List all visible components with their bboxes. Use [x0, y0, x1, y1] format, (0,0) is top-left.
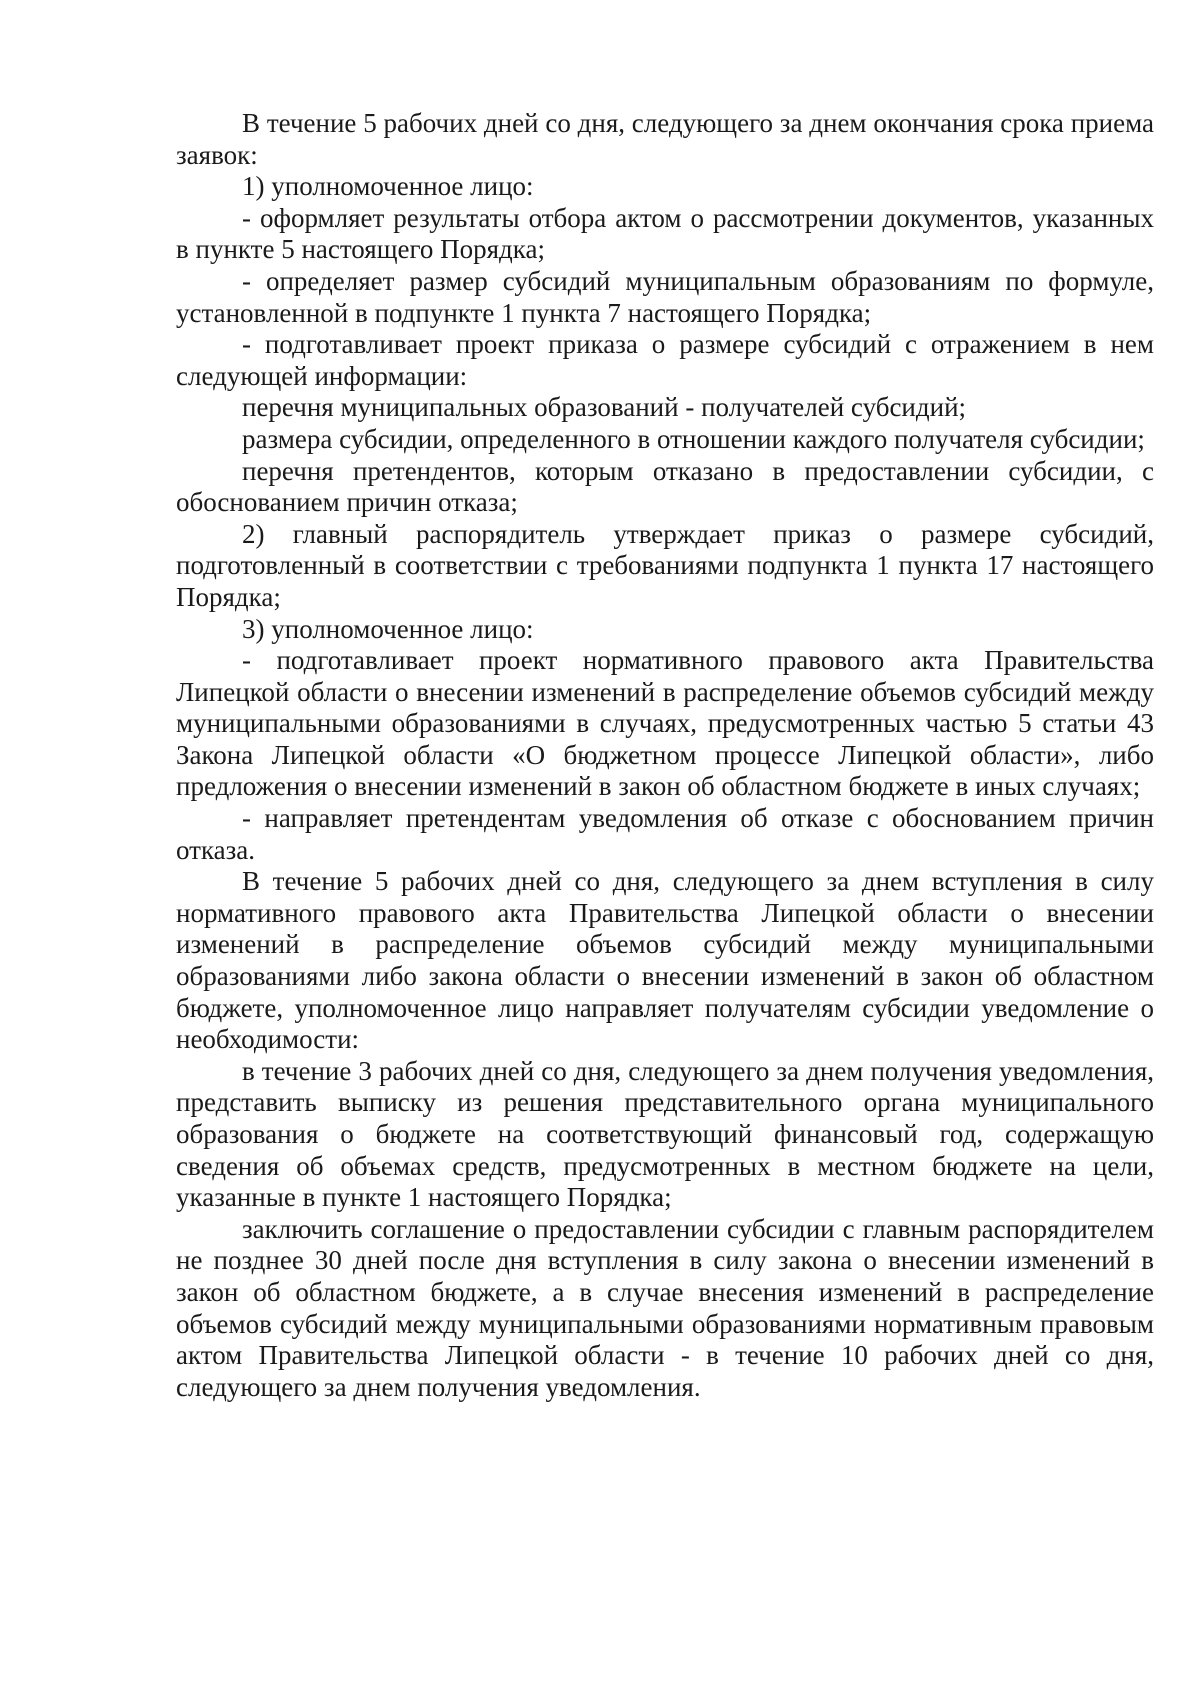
paragraph: 2) главный распорядитель утверждает приказ о размере субсидий, подготовленный в соответствии с требованиями подпункта 1 пункта 17 настоящего Порядка;: [176, 518, 1154, 612]
paragraph: перечня претендентов, которым отказано в предоставлении субсидии, с обоснованием причин отказа;: [176, 455, 1154, 518]
paragraph: в течение 3 рабочих дней со дня, следующего за днем получения уведомления, представить выписку из решения представительного органа муниципального образования о бюджете на соответствующий финансовый год, содержащую сведения об объемах средств, предусмотренных в местном бюджете на цели, указанные в пункте 1 настоящего Порядка;: [176, 1055, 1154, 1213]
paragraph: В течение 5 рабочих дней со дня, следующего за днем вступления в силу нормативного правового акта Правительства Липецкой области о внесении изменений в распределение объемов субсидий между муниципальными образованиями либо закона области о внесении изменений в закон об областном бюджете, уполномоченное лицо направляет получателям субсидии уведомление о необходимости:: [176, 866, 1154, 1055]
paragraph: В течение 5 рабочих дней со дня, следующего за днем окончания срока приема заявок:: [176, 108, 1154, 170]
paragraph: - направляет претендентам уведомления об отказе с обоснованием причин отказа.: [176, 803, 1154, 865]
paragraph: - определяет размер субсидий муниципальным образованиям по формуле, установленной в подпункте 1 пункта 7 настоящего Порядка;: [176, 265, 1154, 328]
paragraph: 3) уполномоченное лицо:: [242, 613, 534, 644]
paragraph: - подготавливает проект приказа о размере субсидий с отражением в нем следующей информации:: [176, 329, 1154, 391]
document-body: [176, 108, 1154, 1403]
paragraph: 1) уполномоченное лицо:: [242, 171, 534, 202]
paragraph: размера субсидии, определенного в отношении каждого получателя субсидии;: [242, 423, 1145, 454]
paragraph: - оформляет результаты отбора актом о рассмотрении документов, указанных в пункте 5 настоящего Порядка;: [176, 202, 1154, 265]
paragraph: - подготавливает проект нормативного правового акта Правительства Липецкой области о внесении изменений в распределение объемов субсидий между муниципальными образованиями в случаях, предусмотренных частью 5 статьи 43 Закона Липецкой области «О бюджетном процессе Липецкой области», либо предложения о внесении изменений в закон об областном бюджете в иных случаях;: [176, 645, 1154, 802]
paragraph: заключить соглашение о предоставлении субсидии с главным распорядителем не позднее 30 дней после дня вступления в силу закона о внесении изменений в закон об областном бюджете, а в случае внесения изменений в распределение объемов субсидий между муниципальными образованиями нормативным правовым актом Правительства Липецкой области - в течение 10 рабочих дней со дня, следующего за днем получения уведомления.: [176, 1213, 1154, 1402]
paragraph: перечня муниципальных образований - получателей субсидий;: [242, 392, 967, 423]
